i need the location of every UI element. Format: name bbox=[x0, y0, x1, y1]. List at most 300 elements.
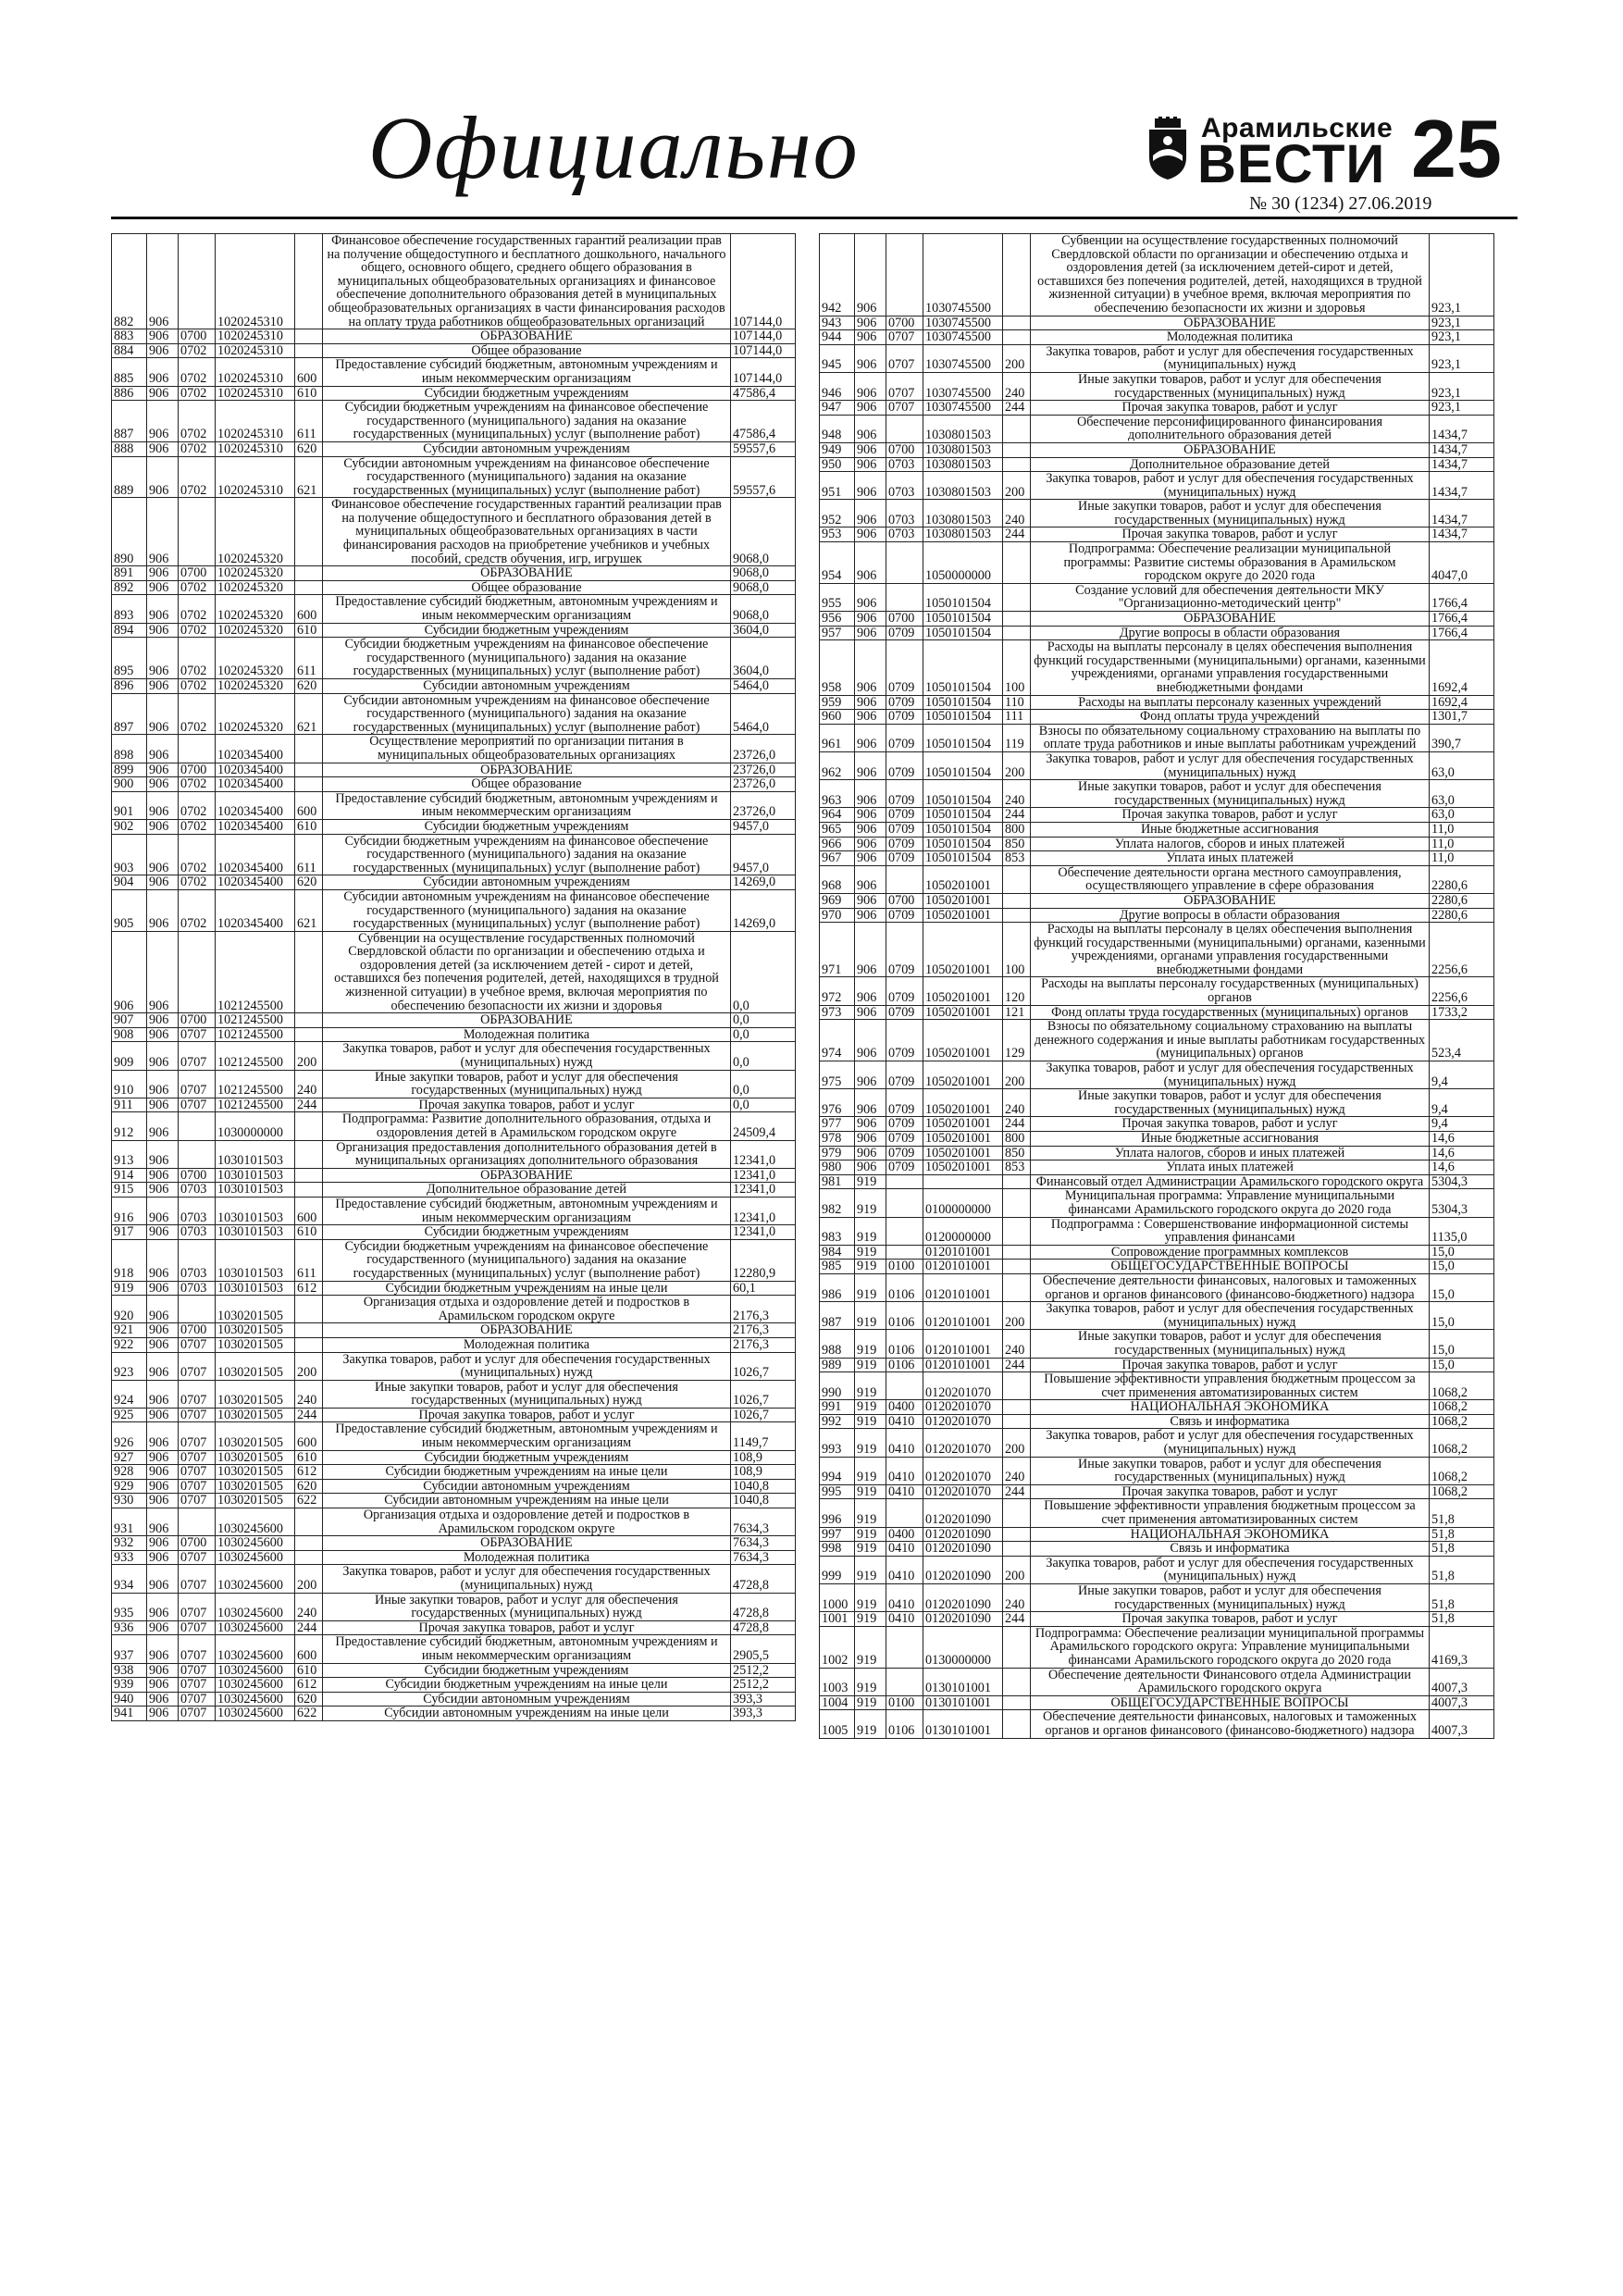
description: Иные закупки товаров, работ и услуг для обеспечения государственных (муниципальных) нужд bbox=[1031, 500, 1430, 527]
row-number: 957 bbox=[820, 626, 855, 640]
table-row bbox=[112, 456, 796, 498]
row-number: 916 bbox=[112, 1197, 147, 1224]
table-row bbox=[112, 931, 796, 1013]
department-code: 906 bbox=[855, 977, 886, 1005]
department-code: 906 bbox=[147, 1706, 179, 1721]
target-code: 0120201070 bbox=[923, 1400, 1003, 1415]
row-number: 885 bbox=[112, 358, 147, 386]
section-code: 0707 bbox=[179, 1692, 216, 1706]
amount: 923,1 bbox=[1430, 330, 1494, 345]
table-row bbox=[112, 498, 796, 566]
description: Подпрограмма: Развитие дополнительного образования, отдыха и оздоровления детей в Арамильском городском округе bbox=[323, 1112, 731, 1140]
table-row bbox=[820, 1400, 1494, 1415]
page-number: 25 bbox=[1411, 103, 1502, 194]
amount: 51,8 bbox=[1430, 1612, 1494, 1627]
row-number: 963 bbox=[820, 780, 855, 808]
amount: 15,0 bbox=[1430, 1358, 1494, 1372]
department-code: 906 bbox=[147, 1337, 179, 1352]
target-code: 1030000000 bbox=[216, 1112, 295, 1140]
department-code: 906 bbox=[855, 472, 886, 500]
department-code: 906 bbox=[147, 234, 179, 329]
expense-type bbox=[1003, 1245, 1031, 1260]
expense-type bbox=[295, 735, 323, 763]
expense-type: 611 bbox=[295, 834, 323, 875]
table-row bbox=[820, 808, 1494, 823]
description: Фонд оплаты труда учреждений bbox=[1031, 710, 1430, 725]
amount: 23726,0 bbox=[731, 763, 796, 777]
section-code: 0700 bbox=[179, 1168, 216, 1183]
table-row bbox=[112, 735, 796, 763]
target-code: 1050201001 bbox=[923, 1061, 1003, 1089]
description: Финансовое обеспечение государственных гарантий реализации прав на получение общедоступного и бесплатного образования детей в муниципальных общеобразовательных организациях в части финансирования расходов на приобретение учебников и учебных пособий, средств обучения, игр, игрушек bbox=[323, 498, 731, 566]
description: Субсидии бюджетным учреждениям bbox=[323, 1225, 731, 1240]
section-code: 0709 bbox=[886, 837, 923, 851]
department-code: 906 bbox=[147, 1013, 179, 1028]
description: Закупка товаров, работ и услуг для обеспечения государственных (муниципальных) нужд bbox=[1031, 1302, 1430, 1330]
section-code: 0707 bbox=[179, 1422, 216, 1450]
row-number: 884 bbox=[112, 343, 147, 358]
section-code: 0709 bbox=[886, 695, 923, 710]
description: Субсидии бюджетным учреждениям на иные цели bbox=[323, 1465, 731, 1480]
table-row bbox=[112, 623, 796, 638]
description: Субсидии бюджетным учреждениям bbox=[323, 623, 731, 638]
department-code: 906 bbox=[855, 612, 886, 627]
row-number: 955 bbox=[820, 583, 855, 611]
target-code: 1020245320 bbox=[216, 679, 295, 694]
department-code: 906 bbox=[147, 1465, 179, 1480]
target-code: 1050101504 bbox=[923, 695, 1003, 710]
target-code: 1050101504 bbox=[923, 808, 1003, 823]
row-number: 911 bbox=[112, 1098, 147, 1112]
section-code: 0707 bbox=[179, 1593, 216, 1620]
expense-type: 610 bbox=[295, 623, 323, 638]
department-code: 906 bbox=[855, 234, 886, 316]
row-number: 883 bbox=[112, 329, 147, 344]
department-code: 906 bbox=[855, 415, 886, 442]
description: Прочая закупка товаров, работ и услуг bbox=[1031, 1612, 1430, 1627]
department-code: 906 bbox=[147, 1098, 179, 1112]
description: Взносы по обязательному социальному страхованию на выплаты по оплате труда работников и иные выплаты работникам учреждений bbox=[1031, 724, 1430, 751]
amount: 47586,4 bbox=[731, 386, 796, 401]
section-code: 0709 bbox=[886, 626, 923, 640]
description: Субсидии бюджетным учреждениям bbox=[323, 819, 731, 834]
amount: 9457,0 bbox=[731, 834, 796, 875]
table-row bbox=[112, 1197, 796, 1224]
department-code: 906 bbox=[855, 1146, 886, 1160]
amount: 523,4 bbox=[1430, 1020, 1494, 1061]
expense-type bbox=[1003, 1499, 1031, 1527]
row-number: 977 bbox=[820, 1117, 855, 1132]
description: Закупка товаров, работ и услуг для обеспечения государственных (муниципальных) нужд bbox=[323, 1042, 731, 1070]
table-row bbox=[820, 1429, 1494, 1457]
expense-type: 850 bbox=[1003, 837, 1031, 851]
target-code: 0120101001 bbox=[923, 1245, 1003, 1260]
description: Закупка товаров, работ и услуг для обеспечения государственных (муниципальных) нужд bbox=[323, 1565, 731, 1593]
section-code: 0703 bbox=[886, 527, 923, 542]
target-code: 1030745500 bbox=[923, 344, 1003, 372]
description: Иные закупки товаров, работ и услуг для обеспечения государственных (муниципальных) нужд bbox=[323, 1070, 731, 1098]
section-code: 0700 bbox=[886, 442, 923, 457]
amount: 9068,0 bbox=[731, 580, 796, 595]
description: Иные закупки товаров, работ и услуг для обеспечения государственных (муниципальных) нужд bbox=[1031, 1330, 1430, 1358]
amount: 5464,0 bbox=[731, 693, 796, 735]
description: Закупка товаров, работ и услуг для обеспечения государственных (муниципальных) нужд bbox=[323, 1352, 731, 1380]
amount: 5304,3 bbox=[1430, 1174, 1494, 1189]
department-code: 906 bbox=[147, 1450, 179, 1465]
description: Подпрограмма: Обеспечение реализации муниципальной программы: Развитие системы образования в Арамильском городском округе до 2020 года bbox=[1031, 542, 1430, 584]
table-row bbox=[112, 1112, 796, 1140]
row-number: 954 bbox=[820, 542, 855, 584]
department-code: 906 bbox=[147, 1281, 179, 1296]
department-code: 906 bbox=[147, 931, 179, 1013]
table-row bbox=[112, 1620, 796, 1635]
department-code: 906 bbox=[147, 343, 179, 358]
section-code: 0106 bbox=[886, 1330, 923, 1358]
department-code: 919 bbox=[855, 1302, 886, 1330]
expense-type: 200 bbox=[1003, 751, 1031, 779]
amount: 1692,4 bbox=[1430, 695, 1494, 710]
table-row bbox=[820, 626, 1494, 640]
expense-type bbox=[1003, 234, 1031, 316]
section-code: 0400 bbox=[886, 1400, 923, 1415]
table-row bbox=[820, 640, 1494, 695]
department-code: 906 bbox=[855, 1061, 886, 1089]
expense-type bbox=[1003, 330, 1031, 345]
target-code bbox=[923, 1174, 1003, 1189]
target-code: 1030245600 bbox=[216, 1508, 295, 1536]
description: Закупка товаров, работ и услуг для обеспечения государственных (муниципальных) нужд bbox=[1031, 1061, 1430, 1089]
amount: 12341,0 bbox=[731, 1183, 796, 1198]
department-code: 919 bbox=[855, 1260, 886, 1274]
amount: 5304,3 bbox=[1430, 1189, 1494, 1217]
section-code: 0709 bbox=[886, 1020, 923, 1061]
description: Уплата налогов, сборов и иных платежей bbox=[1031, 837, 1430, 851]
description: ОБРАЗОВАНИЕ bbox=[1031, 612, 1430, 627]
target-code: 1030801503 bbox=[923, 457, 1003, 472]
department-code: 906 bbox=[855, 923, 886, 977]
description: Расходы на выплаты персоналу казенных учреждений bbox=[1031, 695, 1430, 710]
section-code: 0703 bbox=[179, 1281, 216, 1296]
target-code: 1020345400 bbox=[216, 763, 295, 777]
amount: 47586,4 bbox=[731, 401, 796, 442]
table-row bbox=[820, 1020, 1494, 1061]
row-number: 889 bbox=[112, 456, 147, 498]
target-code: 1050101504 bbox=[923, 780, 1003, 808]
department-code: 906 bbox=[855, 500, 886, 527]
description: Обеспечение деятельности Финансового отдела Администрации Арамильского городского округа bbox=[1031, 1668, 1430, 1695]
target-code: 1030201505 bbox=[216, 1408, 295, 1422]
amount: 923,1 bbox=[1430, 344, 1494, 372]
expense-type bbox=[295, 498, 323, 566]
target-code: 1030245600 bbox=[216, 1620, 295, 1635]
target-code: 1030101503 bbox=[216, 1239, 295, 1281]
right-column bbox=[819, 233, 1494, 1739]
department-code: 906 bbox=[855, 1089, 886, 1117]
department-code: 919 bbox=[855, 1245, 886, 1260]
table-row bbox=[820, 1061, 1494, 1089]
target-code: 1020345400 bbox=[216, 777, 295, 792]
table-row bbox=[112, 566, 796, 581]
amount: 4007,3 bbox=[1430, 1668, 1494, 1695]
row-number: 904 bbox=[112, 875, 147, 890]
amount: 3604,0 bbox=[731, 638, 796, 679]
department-code: 906 bbox=[855, 1117, 886, 1132]
department-code: 906 bbox=[855, 344, 886, 372]
target-code: 1050201001 bbox=[923, 1160, 1003, 1175]
expense-type bbox=[1003, 1542, 1031, 1557]
department-code: 906 bbox=[147, 386, 179, 401]
amount: 0,0 bbox=[731, 1027, 796, 1042]
description: Прочая закупка товаров, работ и услуг bbox=[1031, 527, 1430, 542]
department-code: 906 bbox=[855, 822, 886, 837]
description: Расходы на выплаты персоналу государственных (муниципальных) органов bbox=[1031, 977, 1430, 1005]
expense-type bbox=[1003, 1668, 1031, 1695]
row-number: 931 bbox=[112, 1508, 147, 1536]
target-code: 1021245500 bbox=[216, 1027, 295, 1042]
table-row bbox=[820, 1146, 1494, 1160]
amount: 1434,7 bbox=[1430, 472, 1494, 500]
department-code: 906 bbox=[855, 724, 886, 751]
expense-type: 200 bbox=[295, 1565, 323, 1593]
row-number: 915 bbox=[112, 1183, 147, 1198]
department-code: 906 bbox=[147, 1197, 179, 1224]
amount: 1733,2 bbox=[1430, 1005, 1494, 1020]
expense-type: 622 bbox=[295, 1706, 323, 1721]
department-code: 906 bbox=[147, 735, 179, 763]
section-code: 0702 bbox=[179, 595, 216, 623]
table-row bbox=[112, 1663, 796, 1678]
expense-type bbox=[1003, 1527, 1031, 1542]
department-code: 906 bbox=[147, 1565, 179, 1593]
amount: 9068,0 bbox=[731, 595, 796, 623]
row-number: 1000 bbox=[820, 1584, 855, 1612]
description: Уплата налогов, сборов и иных платежей bbox=[1031, 1146, 1430, 1160]
section-code: 0707 bbox=[179, 1380, 216, 1408]
target-code: 1020245310 bbox=[216, 401, 295, 442]
section-code: 0410 bbox=[886, 1612, 923, 1627]
department-code: 906 bbox=[147, 358, 179, 386]
table-row bbox=[112, 1027, 796, 1042]
department-code: 906 bbox=[147, 1408, 179, 1422]
description: Прочая закупка товаров, работ и услуг bbox=[1031, 1358, 1430, 1372]
table-row bbox=[112, 1140, 796, 1168]
target-code: 1050201001 bbox=[923, 893, 1003, 908]
expense-type: 612 bbox=[295, 1465, 323, 1480]
row-number: 920 bbox=[112, 1296, 147, 1323]
target-code: 1030201505 bbox=[216, 1479, 295, 1494]
amount: 63,0 bbox=[1430, 780, 1494, 808]
row-number: 928 bbox=[112, 1465, 147, 1480]
amount: 2256,6 bbox=[1430, 923, 1494, 977]
row-number: 896 bbox=[112, 679, 147, 694]
row-number: 966 bbox=[820, 837, 855, 851]
expense-type: 620 bbox=[295, 679, 323, 694]
target-code: 1050201001 bbox=[923, 1117, 1003, 1132]
row-number: 962 bbox=[820, 751, 855, 779]
department-code: 906 bbox=[147, 1225, 179, 1240]
department-code: 906 bbox=[147, 1593, 179, 1620]
expense-type bbox=[295, 329, 323, 344]
expense-type bbox=[295, 1550, 323, 1565]
amount: 23726,0 bbox=[731, 777, 796, 792]
section-code bbox=[179, 234, 216, 329]
description: Иные закупки товаров, работ и услуг для обеспечения государственных (муниципальных) нужд bbox=[323, 1593, 731, 1620]
section-code: 0700 bbox=[179, 763, 216, 777]
row-number: 907 bbox=[112, 1013, 147, 1028]
department-code: 906 bbox=[147, 638, 179, 679]
section-code: 0702 bbox=[179, 791, 216, 819]
description: Создание условий для обеспечения деятельности МКУ "Организационно-методический центр" bbox=[1031, 583, 1430, 611]
expense-type: 622 bbox=[295, 1494, 323, 1508]
section-code: 0410 bbox=[886, 1414, 923, 1429]
table-row bbox=[112, 1239, 796, 1281]
row-number: 934 bbox=[112, 1565, 147, 1593]
amount: 107144,0 bbox=[731, 329, 796, 344]
department-code: 906 bbox=[147, 763, 179, 777]
expense-type bbox=[1003, 1217, 1031, 1245]
expense-type: 610 bbox=[295, 819, 323, 834]
amount: 108,9 bbox=[731, 1465, 796, 1480]
department-code: 919 bbox=[855, 1217, 886, 1245]
section-code: 0709 bbox=[886, 1146, 923, 1160]
table-row bbox=[112, 1168, 796, 1183]
description: Молодежная политика bbox=[1031, 330, 1430, 345]
department-code: 906 bbox=[147, 1692, 179, 1706]
table-row bbox=[820, 1245, 1494, 1260]
amount: 11,0 bbox=[1430, 837, 1494, 851]
expense-type: 200 bbox=[1003, 1061, 1031, 1089]
department-code: 919 bbox=[855, 1484, 886, 1499]
expense-type bbox=[1003, 865, 1031, 893]
target-code: 1050201001 bbox=[923, 1146, 1003, 1160]
section-code: 0709 bbox=[886, 908, 923, 923]
row-number: 952 bbox=[820, 500, 855, 527]
target-code: 1030245600 bbox=[216, 1565, 295, 1593]
expense-type: 620 bbox=[295, 441, 323, 456]
row-number: 910 bbox=[112, 1070, 147, 1098]
row-number: 913 bbox=[112, 1140, 147, 1168]
target-code: 1050101504 bbox=[923, 612, 1003, 627]
target-code: 1030245600 bbox=[216, 1692, 295, 1706]
amount: 15,0 bbox=[1430, 1302, 1494, 1330]
target-code: 1021245500 bbox=[216, 1042, 295, 1070]
department-code: 906 bbox=[855, 527, 886, 542]
expense-type: 200 bbox=[1003, 472, 1031, 500]
row-number: 1002 bbox=[820, 1626, 855, 1668]
table-row bbox=[112, 1296, 796, 1323]
department-code: 906 bbox=[147, 1070, 179, 1098]
department-code: 906 bbox=[147, 1550, 179, 1565]
section-code: 0707 bbox=[179, 1635, 216, 1663]
department-code: 906 bbox=[855, 710, 886, 725]
expense-type bbox=[1003, 908, 1031, 923]
amount: 107144,0 bbox=[731, 234, 796, 329]
section-code: 0700 bbox=[179, 329, 216, 344]
expense-type bbox=[1003, 1174, 1031, 1189]
amount: 1068,2 bbox=[1430, 1400, 1494, 1415]
section-code: 0707 bbox=[179, 1620, 216, 1635]
target-code: 1050101504 bbox=[923, 822, 1003, 837]
amount: 9457,0 bbox=[731, 819, 796, 834]
amount: 0,0 bbox=[731, 1070, 796, 1098]
description: Прочая закупка товаров, работ и услуг bbox=[1031, 808, 1430, 823]
table-row bbox=[112, 441, 796, 456]
expense-type: 121 bbox=[1003, 1005, 1031, 1020]
target-code: 1050201001 bbox=[923, 977, 1003, 1005]
expense-type: 244 bbox=[1003, 401, 1031, 416]
description: ОБРАЗОВАНИЕ bbox=[323, 1013, 731, 1028]
table-row bbox=[820, 1273, 1494, 1301]
description: Субвенции на осуществление государственных полномочий Свердловской области по организации и обеспечению отдыха и оздоровления детей (за исключением детей - сирот и детей, оставшихся без попечения родителей, детей, находящихся в трудной жизненной ситуации) в учебное время, включая мероприятия по обеспечению безопасности их жизни и здоровья bbox=[323, 931, 731, 1013]
row-number: 899 bbox=[112, 763, 147, 777]
department-code: 906 bbox=[147, 834, 179, 875]
description: Общее образование bbox=[323, 580, 731, 595]
department-code: 906 bbox=[855, 1160, 886, 1175]
description: Связь и информатика bbox=[1031, 1542, 1430, 1557]
description: ОБРАЗОВАНИЕ bbox=[323, 763, 731, 777]
target-code: 1030745500 bbox=[923, 401, 1003, 416]
amount: 60,1 bbox=[731, 1281, 796, 1296]
target-code: 1030101503 bbox=[216, 1168, 295, 1183]
issue-info: № 30 (1234) 27.06.2019 bbox=[1249, 193, 1432, 214]
section-code: 0702 bbox=[179, 638, 216, 679]
target-code: 1050201001 bbox=[923, 908, 1003, 923]
section-code: 0709 bbox=[886, 1132, 923, 1147]
table-row bbox=[112, 1281, 796, 1296]
table-row bbox=[820, 977, 1494, 1005]
department-code: 906 bbox=[147, 498, 179, 566]
amount: 1068,2 bbox=[1430, 1457, 1494, 1484]
section-code: 0700 bbox=[179, 1536, 216, 1551]
expense-type: 100 bbox=[1003, 923, 1031, 977]
table-row bbox=[112, 1565, 796, 1593]
expense-type: 600 bbox=[295, 1197, 323, 1224]
table-row bbox=[112, 1013, 796, 1028]
description: Организация отдыха и оздоровление детей и подростков в Арамильском городском округе bbox=[323, 1296, 731, 1323]
amount: 23726,0 bbox=[731, 735, 796, 763]
expense-type: 800 bbox=[1003, 1132, 1031, 1147]
expense-type bbox=[295, 1168, 323, 1183]
row-number: 1005 bbox=[820, 1710, 855, 1738]
row-number: 930 bbox=[112, 1494, 147, 1508]
department-code: 906 bbox=[147, 1296, 179, 1323]
row-number: 953 bbox=[820, 527, 855, 542]
expense-type: 853 bbox=[1003, 1160, 1031, 1175]
row-number: 937 bbox=[112, 1635, 147, 1663]
amount: 1692,4 bbox=[1430, 640, 1494, 695]
section-code: 0707 bbox=[179, 1706, 216, 1721]
row-number: 935 bbox=[112, 1593, 147, 1620]
expense-type: 600 bbox=[295, 358, 323, 386]
section-code: 0707 bbox=[179, 1479, 216, 1494]
department-code: 906 bbox=[147, 1678, 179, 1693]
description: Иные бюджетные ассигнования bbox=[1031, 1132, 1430, 1147]
row-number: 1004 bbox=[820, 1695, 855, 1710]
table-row bbox=[112, 819, 796, 834]
target-code: 1030801503 bbox=[923, 415, 1003, 442]
target-code: 1030201505 bbox=[216, 1422, 295, 1450]
target-code: 1030201505 bbox=[216, 1450, 295, 1465]
section-code bbox=[886, 583, 923, 611]
description: Субсидии бюджетным учреждениям bbox=[323, 386, 731, 401]
amount: 7634,3 bbox=[731, 1508, 796, 1536]
amount: 108,9 bbox=[731, 1450, 796, 1465]
table-row bbox=[820, 710, 1494, 725]
section-code: 0700 bbox=[886, 316, 923, 330]
table-row bbox=[820, 1160, 1494, 1175]
description: ОБРАЗОВАНИЕ bbox=[1031, 442, 1430, 457]
expense-type: 200 bbox=[295, 1352, 323, 1380]
